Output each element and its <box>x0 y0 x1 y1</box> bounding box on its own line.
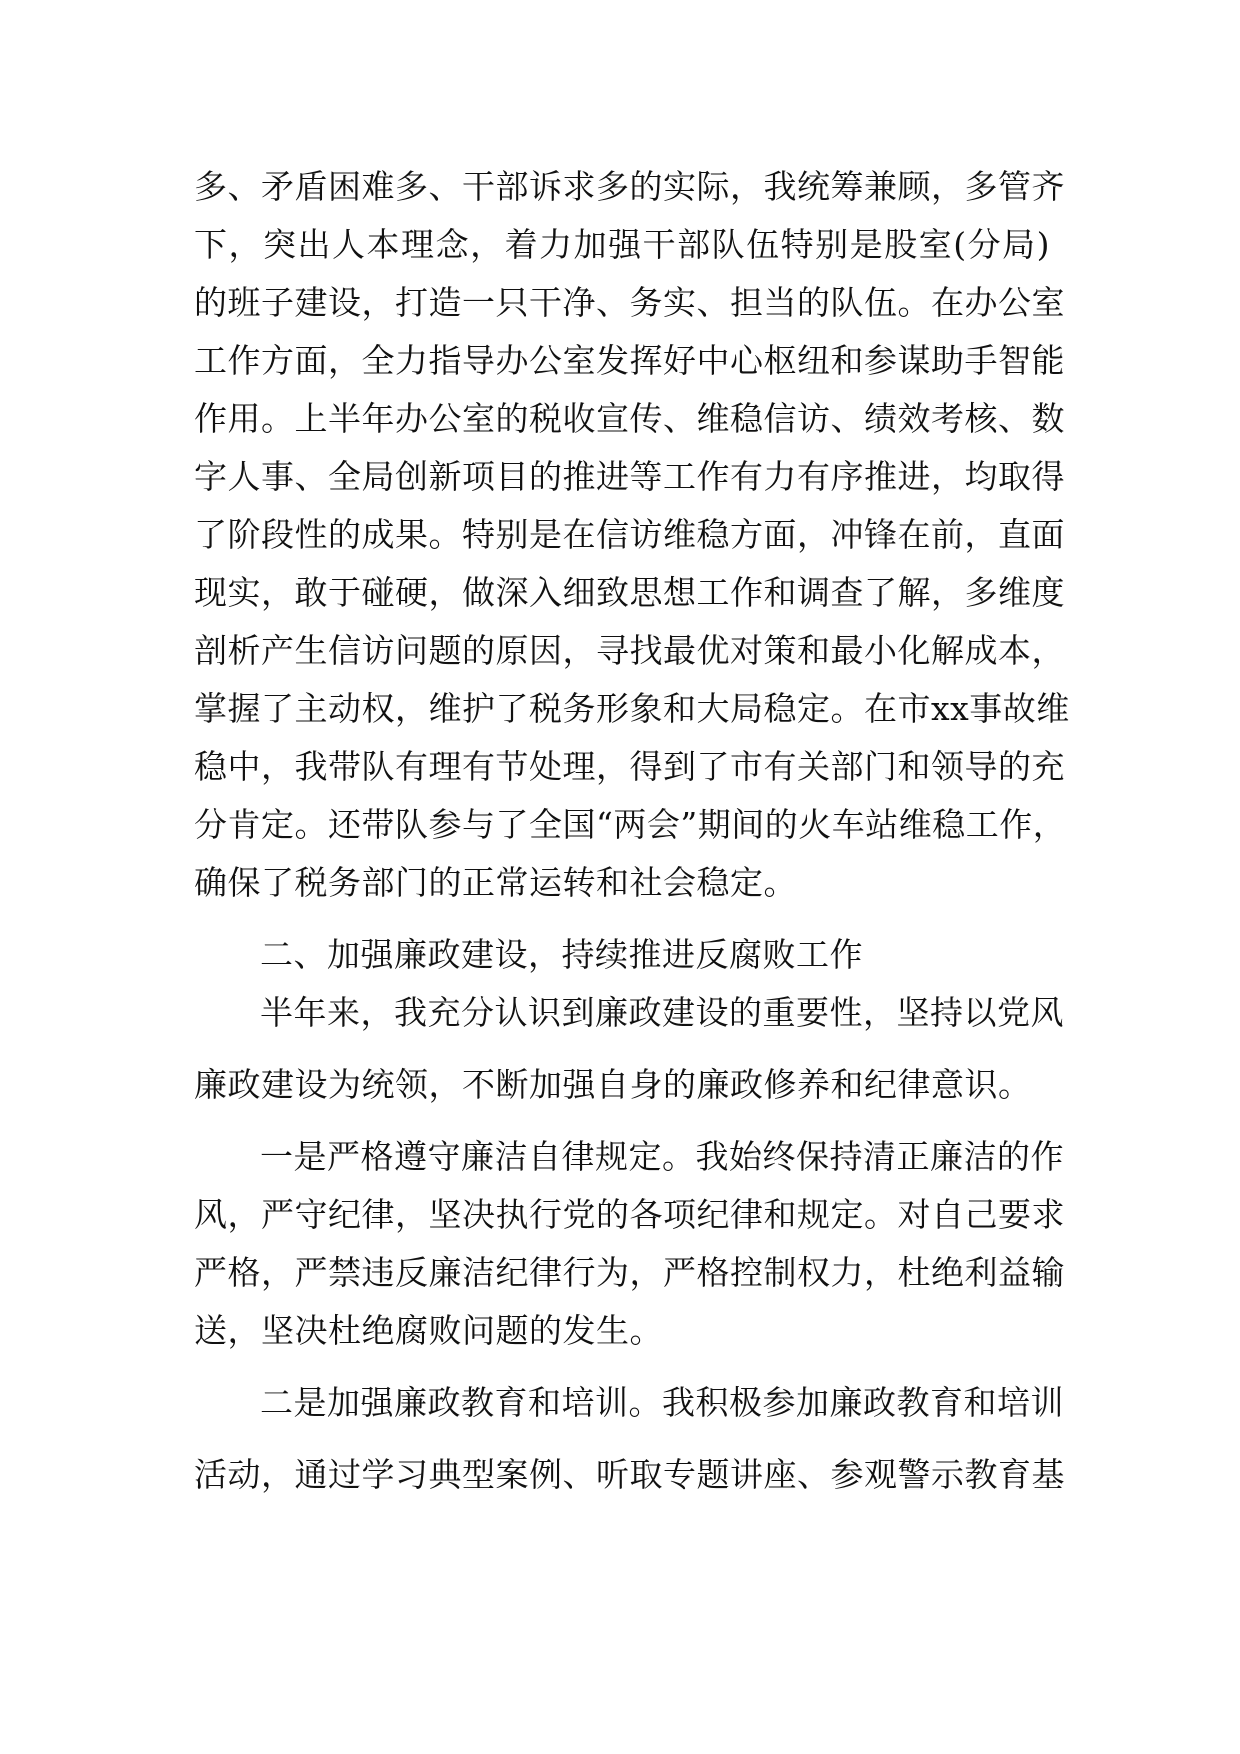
text-line: 送，坚决杜绝腐败问题的发生。 <box>194 1311 663 1350</box>
paragraph-intro <box>194 984 1064 1114</box>
text-line: 多、矛盾困难多、干部诉求多的实际，我统筹兼顾，多管齐 <box>194 167 1065 206</box>
text-line: 了阶段性的成果。特别是在信访维稳方面，冲锋在前，直面 <box>194 515 1065 554</box>
text-line: 半年来，我充分认识到廉政建设的重要性，坚持以党风 <box>260 993 1064 1032</box>
text-line: 一是严格遵守廉洁自律规定。我始终保持清正廉洁的作 <box>260 1137 1064 1176</box>
text-line: 下，突出人本理念，着力加强干部队伍特别是股室(分局) <box>194 225 1050 264</box>
paragraph-point-two <box>194 1374 1065 1504</box>
paragraph-point-one <box>194 1128 1065 1360</box>
text-line: 的班子建设，打造一只干净、务实、担当的队伍。在办公室 <box>194 283 1065 322</box>
text-line: 剖析产生信访问题的原因，寻找最优对策和最小化解成本， <box>194 631 1065 670</box>
text-line: 廉政建设为统领，不断加强自身的廉政修养和纪律意识。 <box>194 1065 1032 1104</box>
text-line: 二是加强廉政教育和培训。我积极参加廉政教育和培训 <box>260 1383 1064 1422</box>
section-heading: 二、加强廉政建设，持续推进反腐败工作 <box>260 935 863 974</box>
text-line: 工作方面，全力指导办公室发挥好中心枢纽和参谋助手智能 <box>194 341 1065 380</box>
document-body <box>194 158 1070 1504</box>
paragraph-work-summary <box>194 158 1070 912</box>
text-line: 掌握了主动权，维护了税务形象和大局稳定。在市xx事故维 <box>194 689 1070 728</box>
text-line: 风，严守纪律，坚决执行党的各项纪律和规定。对自己要求 <box>194 1195 1065 1234</box>
text-line: 活动，通过学习典型案例、听取专题讲座、参观警示教育基 <box>194 1455 1065 1494</box>
text-line: 稳中，我带队有理有节处理，得到了市有关部门和领导的充 <box>194 747 1065 786</box>
text-line: 确保了税务部门的正常运转和社会稳定。 <box>194 863 797 902</box>
text-line: 作用。上半年办公室的税收宣传、维稳信访、绩效考核、数 <box>194 399 1065 438</box>
text-line: 严格，严禁违反廉洁纪律行为，严格控制权力，杜绝利益输 <box>194 1253 1065 1292</box>
text-line: 字人事、全局创新项目的推进等工作有力有序推进，均取得 <box>194 457 1065 496</box>
text-line: 分肯定。还带队参与了全国“两会”期间的火车站维稳工作， <box>194 805 1067 844</box>
text-line: 现实，敢于碰硬，做深入细致思想工作和调查了解，多维度 <box>194 573 1065 612</box>
